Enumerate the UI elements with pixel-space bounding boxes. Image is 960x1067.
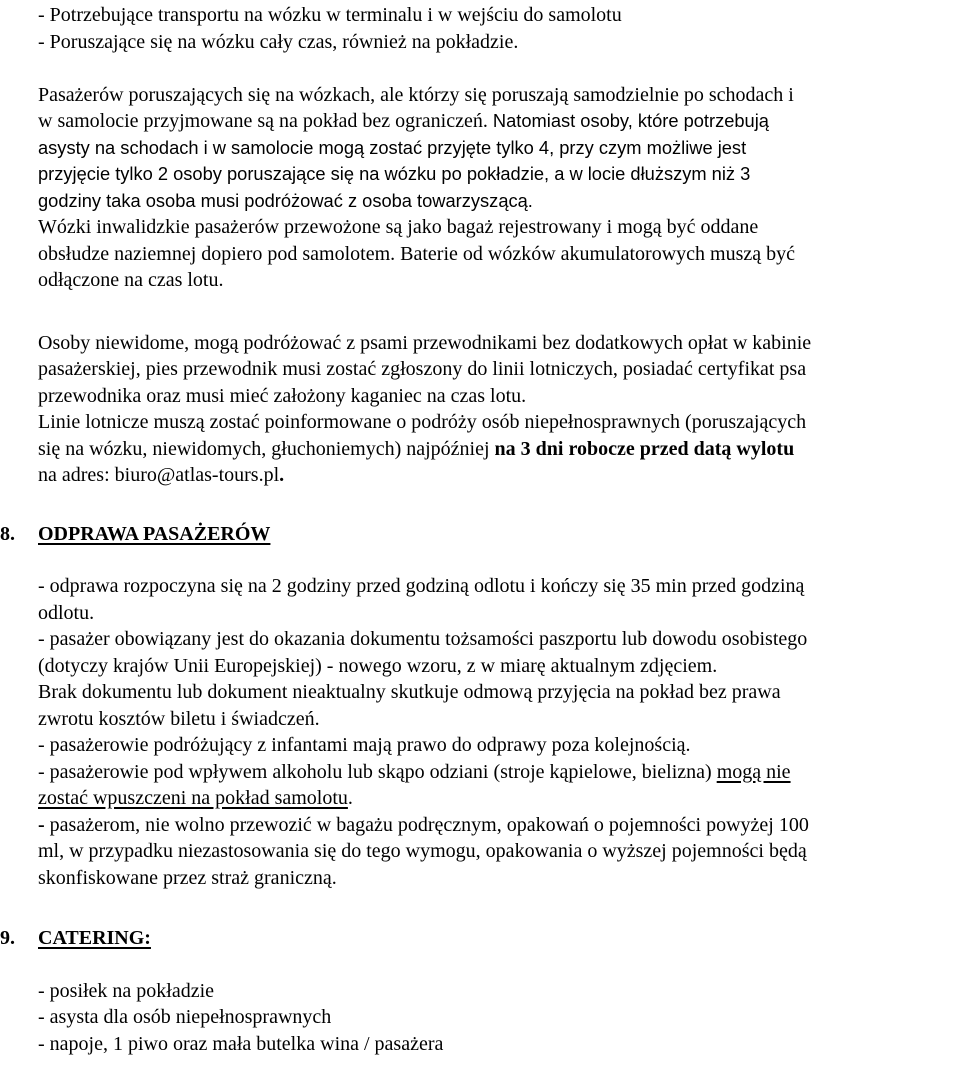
text-line: asysty na schodach i w samolocie mogą zostać przyjęte tylko 4, przy czym możliwe jest (38, 136, 747, 158)
text-line: (dotyczy krajów Unii Europejskiej) - nowego wzoru, z w miarę aktualnym zdjęciem. (38, 654, 718, 677)
email-text: na adres: biuro@atlas-tours.pl (38, 464, 280, 486)
text-span: . (279, 464, 285, 486)
list-item: - posiłek na pokładzie (38, 979, 215, 1002)
text-span: - (38, 813, 45, 836)
text-line: Linie lotnicze muszą zostać poinformowane o podróży osób niepełnosprawnych (poruszających (38, 411, 807, 433)
text-line (38, 759, 958, 786)
text-span: w samolocie przyjmowane są na pokład bez ograniczeń. (38, 110, 488, 132)
section-heading (0, 521, 958, 548)
section-heading (0, 925, 958, 952)
section-number: 8. (0, 522, 15, 545)
section-number: 9. (0, 927, 15, 949)
text-line (38, 436, 958, 463)
text-line (38, 108, 958, 135)
text-line: zwrotu kosztów biletu i świadczeń. (38, 707, 320, 730)
list-item: - napoje, 1 piwo oraz mała butelka wina / pasażera (38, 1032, 444, 1055)
underlined-text: mogą nie (716, 760, 791, 783)
text-line: pasażerskiej, pies przewodnik musi zostać zgłoszony do linii lotniczych, posiadać certyfikat psa (38, 358, 807, 380)
text-span: pasażerom, nie wolno przewozić w bagażu podręcznym, opakowań o pojemności powyżej 100 (44, 813, 809, 836)
text-line: Pasażerów poruszających się na wózkach, ale którzy się poruszają samodzielnie po schodach i (38, 83, 794, 106)
text-line: odlotu. (38, 601, 95, 624)
text-line: godziny taka osoba musi podróżować z osoba towarzyszącą. (38, 189, 533, 211)
list-item: - asysta dla osób niepełnosprawnych (38, 1006, 332, 1028)
text-line: Osoby niewidome, mogą podróżować z psami przewodnikami bez dodatkowych opłat w kabinie (38, 331, 812, 354)
text-span: się na wózku, niewidomych, głuchoniemych) najpóźniej (38, 437, 495, 460)
text-line: odłączone na czas lotu. (38, 269, 224, 291)
section-8 (0, 521, 958, 892)
text-span: Natomiast osoby, które potrzebują (487, 110, 769, 131)
section-title: ODPRAWA PASAŻERÓW (38, 522, 271, 545)
text-line (38, 812, 958, 839)
text-line: Wózki inwalidzkie pasażerów przewożone są jako bagaż rejestrowany i mogą być oddane (38, 216, 759, 238)
list-item: - Poruszające się na wózku cały czas, również na pokładzie. (38, 30, 519, 53)
text-span: - pasażerowie pod wpływem alkoholu lub skąpo odziani (stroje kąpielowe, bielizna) (38, 760, 717, 783)
deadline-bold-text: na 3 dni robocze przed datą wylotu (494, 437, 795, 460)
text-span: . (347, 787, 353, 809)
text-line: skonfiskowane przez straż graniczną. (38, 866, 337, 889)
wheelchair-paragraph (38, 82, 958, 294)
intro-list (38, 2, 958, 55)
blind-passengers-paragraph (38, 330, 958, 489)
text-line: ml, w przypadku niezastosowania się do tego wymogu, opakowania o wyższej pojemności będą (38, 840, 807, 862)
section-9 (0, 925, 958, 1057)
underlined-text: zostać wpuszczeni na pokład samolotu (38, 787, 348, 809)
text-line: - pasażerowie podróżujący z infantami mają prawo do odprawy poza kolejnością. (38, 734, 691, 756)
list-item: - Potrzebujące transportu na wózku w terminalu i w wejściu do samolotu (38, 4, 622, 26)
text-line: Brak dokumentu lub dokument nieaktualny skutkuje odmową przyjęcia na pokład bez prawa (38, 681, 781, 703)
text-line: przyjęcie tylko 2 osoby poruszające się na wózku po pokładzie, a w locie dłuższym niż 3 (38, 163, 751, 184)
text-line (38, 785, 958, 812)
text-line: obsłudze naziemnej dopiero pod samolotem. Baterie od wózków akumulatorowych muszą być (38, 242, 796, 265)
text-line: - pasażer obowiązany jest do okazania dokumentu tożsamości paszportu lub dowodu osobistego (38, 628, 808, 650)
text-line: - odprawa rozpoczyna się na 2 godziny przed godziną odlotu i kończy się 35 min przed godziną (38, 575, 805, 597)
section-title: CATERING: (38, 927, 151, 949)
text-line (38, 462, 958, 489)
text-line: przewodnika oraz musi mieć założony kaganiec na czas lotu. (38, 384, 527, 407)
